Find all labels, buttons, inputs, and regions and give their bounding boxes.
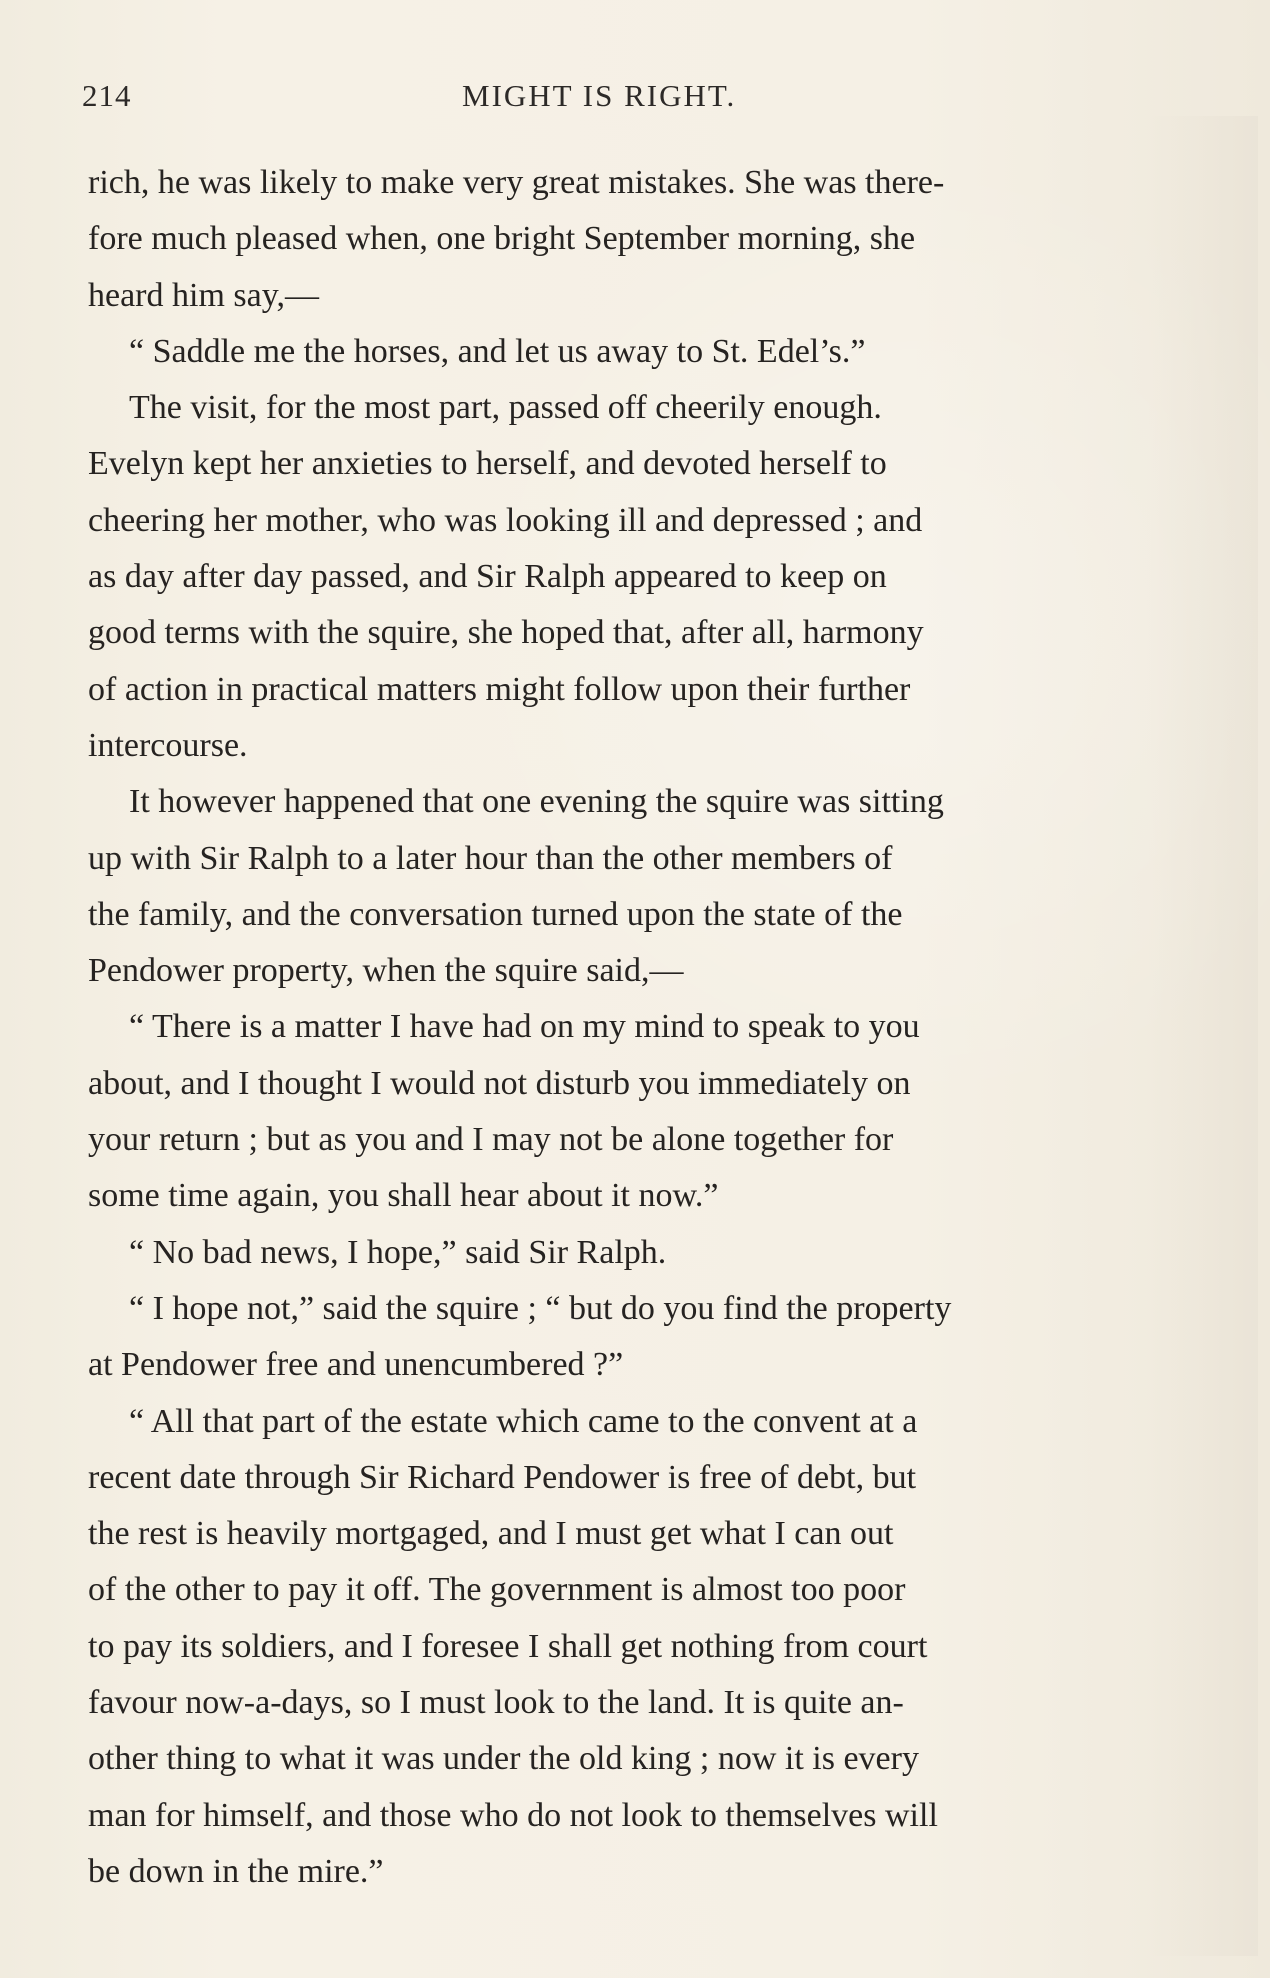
- text-line: “ Saddle me the horses, and let us away to St. Edel’s.”: [129, 332, 866, 370]
- text-line: at Pendower free and unencumbered ?”: [88, 1346, 624, 1384]
- text-line: of action in practical matters might follow upon their further: [88, 670, 911, 708]
- text-line: heard him say,—: [88, 276, 320, 314]
- text-line: Evelyn kept her anxieties to herself, and devoted herself to: [88, 445, 887, 483]
- text-line: Pendower property, when the squire said,—: [88, 952, 684, 990]
- text-line: about, and I thought I would not disturb you immediately on: [88, 1064, 911, 1102]
- text-line: intercourse.: [88, 726, 248, 764]
- text-line: good terms with the squire, she hoped that, after all, harmony: [88, 614, 924, 652]
- text-line: cheering her mother, who was looking ill and depressed ; and: [88, 501, 923, 539]
- text-line: the rest is heavily mortgaged, and I must get what I can out: [88, 1515, 894, 1553]
- running-title: MIGHT IS RIGHT.: [462, 78, 737, 113]
- text-line: to pay its soldiers, and I foresee I shall get nothing from court: [88, 1627, 928, 1665]
- text-line: the family, and the conversation turned upon the state of the: [88, 895, 903, 933]
- text-line: other thing to what it was under the old king ; now it is every: [88, 1740, 919, 1778]
- text-line: of the other to pay it off. The government is almost too poor: [88, 1571, 906, 1609]
- text-line: up with Sir Ralph to a later hour than the other members of: [88, 839, 893, 877]
- text-line: “ There is a matter I have had on my mind to speak to you: [129, 1008, 920, 1046]
- text-line: It however happened that one evening the squire was sitting: [129, 783, 944, 821]
- text-line: fore much pleased when, one bright September morning, she: [88, 220, 916, 258]
- text-line: be down in the mire.”: [88, 1852, 384, 1890]
- running-head: [0, 78, 1270, 122]
- page-number: 214: [82, 78, 132, 113]
- text-line: your return ; but as you and I may not be alone together for: [88, 1121, 894, 1159]
- text-line: man for himself, and those who do not look to themselves will: [88, 1796, 938, 1834]
- text-line: favour now-a-days, so I must look to the land. It is quite an-: [88, 1684, 904, 1722]
- text-line: recent date through Sir Richard Pendower is free of debt, but: [88, 1458, 917, 1496]
- text-line: “ No bad news, I hope,” said Sir Ralph.: [129, 1233, 667, 1271]
- text-line: “ I hope not,” said the squire ; “ but do you find the property: [129, 1289, 952, 1327]
- text-line: The visit, for the most part, passed off cheerily enough.: [129, 389, 882, 427]
- text-line: as day after day passed, and Sir Ralph appeared to keep on: [88, 558, 887, 596]
- text-line: “ All that part of the estate which came to the convent at a: [129, 1402, 918, 1440]
- body-text: [88, 155, 1168, 1900]
- text-line: rich, he was likely to make very great mistakes. She was there-: [88, 164, 945, 201]
- text-line: some time again, you shall hear about it now.”: [88, 1177, 719, 1215]
